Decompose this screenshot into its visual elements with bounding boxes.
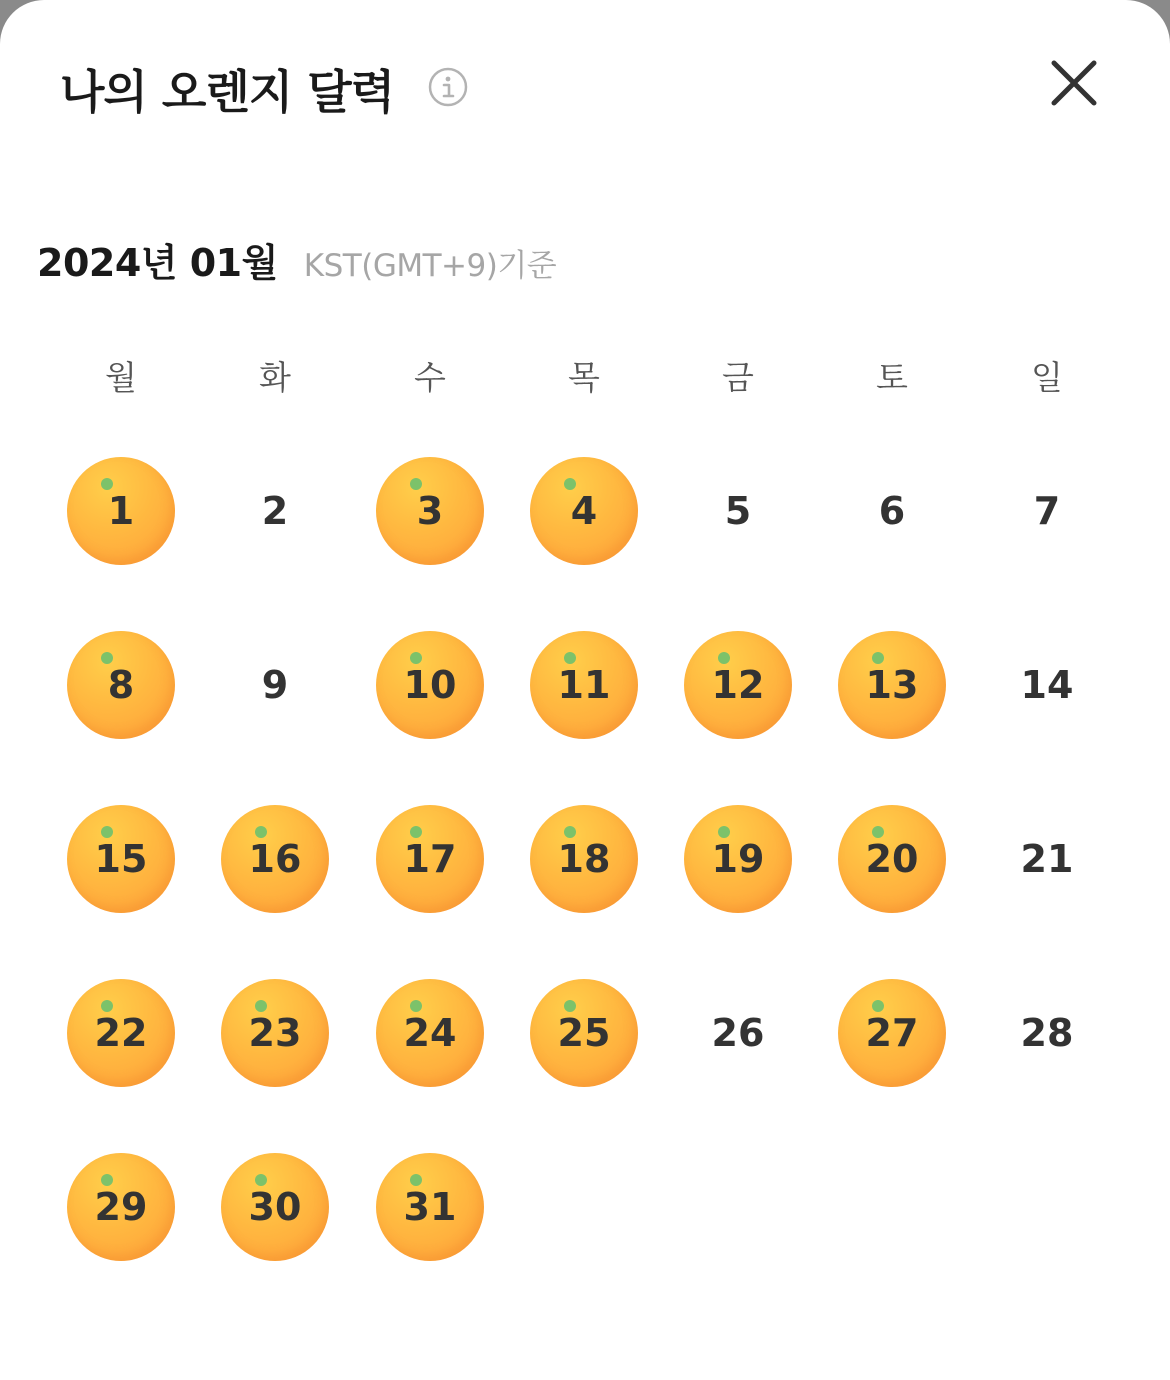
weekday-label: 수 [414, 358, 446, 397]
info-icon[interactable] [428, 67, 468, 107]
calendar-day[interactable] [67, 979, 175, 1087]
calendar-day[interactable] [684, 979, 792, 1087]
calendar-day[interactable] [376, 1153, 484, 1261]
calendar-day[interactable] [67, 457, 175, 565]
day-number: 1 [107, 489, 135, 533]
weekday-label: 목 [568, 358, 600, 397]
calendar-day[interactable] [221, 979, 329, 1087]
calendar-day[interactable] [376, 631, 484, 739]
calendar-day[interactable] [376, 979, 484, 1087]
calendar-day[interactable] [530, 805, 638, 913]
month-label: 2024년 01월 [37, 241, 278, 285]
close-button[interactable] [1046, 55, 1102, 111]
calendar-day[interactable] [376, 805, 484, 913]
day-number: 28 [1020, 1011, 1074, 1055]
day-number: 31 [403, 1185, 457, 1229]
calendar-day[interactable] [993, 631, 1101, 739]
day-number: 18 [557, 837, 611, 881]
calendar-day[interactable] [684, 805, 792, 913]
calendar-day[interactable] [993, 979, 1101, 1087]
day-number: 22 [94, 1011, 148, 1055]
day-number: 26 [711, 1011, 765, 1055]
calendar-day[interactable] [838, 979, 946, 1087]
calendar-day[interactable] [67, 1153, 175, 1261]
calendar-day[interactable] [993, 805, 1101, 913]
day-number: 30 [248, 1185, 302, 1229]
calendar-day[interactable] [684, 631, 792, 739]
calendar-day[interactable] [993, 457, 1101, 565]
timezone-label: KST(GMT+9)기준 [303, 248, 557, 284]
weekday-label: 화 [259, 358, 291, 397]
day-number: 24 [403, 1011, 457, 1055]
day-number: 17 [403, 837, 457, 881]
calendar-day[interactable] [838, 631, 946, 739]
day-number: 12 [711, 663, 765, 707]
calendar-day[interactable] [67, 805, 175, 913]
day-number: 20 [865, 837, 919, 881]
day-number: 14 [1020, 663, 1074, 707]
day-number: 8 [107, 663, 135, 707]
day-number: 7 [1033, 489, 1061, 533]
day-number: 27 [865, 1011, 919, 1055]
calendar-day[interactable] [838, 457, 946, 565]
close-icon [1046, 55, 1102, 111]
calendar-day[interactable] [684, 457, 792, 565]
day-number: 6 [878, 489, 906, 533]
calendar-day[interactable] [221, 805, 329, 913]
day-number: 9 [261, 663, 289, 707]
day-number: 23 [248, 1011, 302, 1055]
day-number: 16 [248, 837, 302, 881]
calendar-day[interactable] [221, 1153, 329, 1261]
calendar-day[interactable] [221, 631, 329, 739]
calendar-day[interactable] [221, 457, 329, 565]
day-number: 10 [403, 663, 457, 707]
day-number: 15 [94, 837, 148, 881]
day-number: 11 [557, 663, 611, 707]
calendar-day[interactable] [530, 631, 638, 739]
day-number: 25 [557, 1011, 611, 1055]
day-number: 13 [865, 663, 919, 707]
day-number: 19 [711, 837, 765, 881]
day-number: 4 [570, 489, 598, 533]
calendar-day[interactable] [67, 631, 175, 739]
weekday-label: 토 [876, 358, 908, 397]
calendar-day[interactable] [838, 805, 946, 913]
page-title: 나의 오렌지 달력 [60, 65, 395, 119]
weekday-label: 금 [722, 358, 754, 397]
weekday-label: 월 [105, 358, 137, 397]
day-number: 3 [416, 489, 444, 533]
day-number: 5 [724, 489, 752, 533]
day-number: 21 [1020, 837, 1074, 881]
day-number: 29 [94, 1185, 148, 1229]
calendar-day[interactable] [530, 457, 638, 565]
day-number: 2 [261, 489, 289, 533]
calendar-day[interactable] [376, 457, 484, 565]
calendar-day[interactable] [530, 979, 638, 1087]
weekday-label: 일 [1031, 358, 1063, 397]
month-header [37, 232, 556, 287]
